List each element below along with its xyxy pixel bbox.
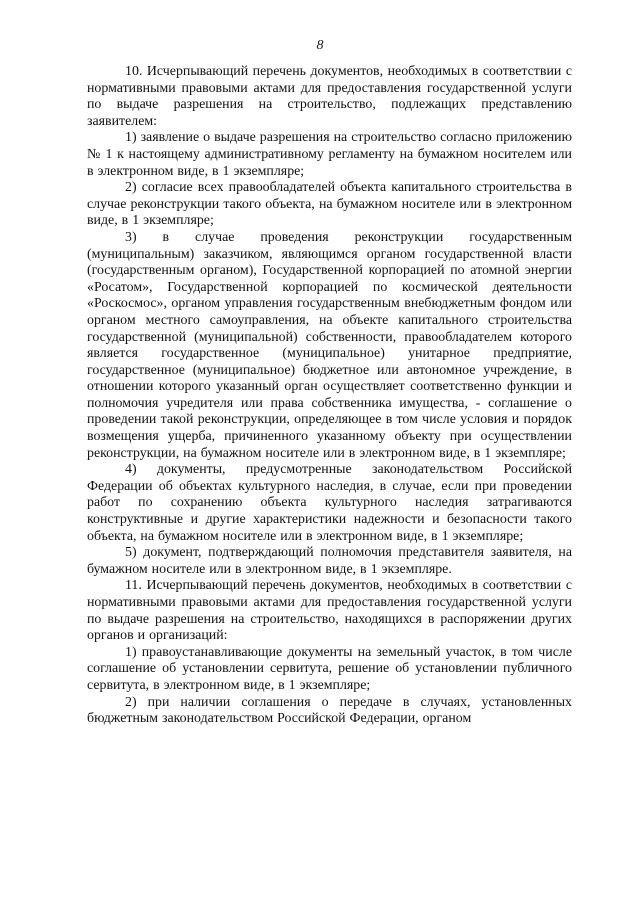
paragraph-10-intro: 10. Исчерпывающий перечень документов, необходимых в соответствии с нормативными правовыми актами для предоставления государственной услуги по выдаче разрешения на строительство, подлежащих представлению заявителем: <box>87 64 572 129</box>
page-number: 8 <box>316 38 324 53</box>
paragraph-11-intro: 11. Исчерпывающий перечень документов, необходимых в соответствии с нормативными правовыми актами для предоставления государственной услуги по выдаче разрешения на строительство, находящихся в распоряжении других органов и организаций: <box>87 578 572 644</box>
document-body <box>87 64 572 728</box>
paragraph-11-item-1: 1) правоустанавливающие документы на земельный участок, в том числе соглашение об установлении сервитута, решение об установлении публичного сервитута, в электронном виде, в 1 экземпляре; <box>87 644 572 693</box>
paragraph-10-item-3: 3) в случае проведения реконструкции государственным (муниципальным) заказчиком, являющимся органом государственной власти (государственным органом), Государственной корпорацией по атомной энергии «Росатом», Государственной корпорацией по космической деятельности «Роскосмос», органом управления государственным внебюджетным фондом или органом местного самоуправления, на объекте капитального строительства государственной (муниципальной) собственности, правообладателем которого является государственное (муниципальное) унитарное предприятие, государственное (муниципальное) бюджетное или автономное учреждение, в отношении которого указанный орган осуществляет соответственно функции и полномочия учредителя или права собственника имущества, - соглашение о проведении такой реконструкции, определяющее в том числе условия и порядок возмещения ущерба, причиненного указанному объекту при осуществлении реконструкции, на бумажном носителе или в электронном виде, в 1 экземпляре; <box>87 229 572 461</box>
paragraph-11-item-2: 2) при наличии соглашения о передаче в случаях, установленных бюджетным законодательством Российской Федерации, органом <box>87 694 572 727</box>
paragraph-10-item-2: 2) согласие всех правообладателей объекта капитального строительства в случае реконструкции такого объекта, на бумажном носителе или в электронном виде, в 1 экземпляре; <box>87 180 572 229</box>
paragraph-10-item-5: 5) документ, подтверждающий полномочия представителя заявителя, на бумажном носителе или в электронном виде, в 1 экземпляре. <box>87 545 572 577</box>
paragraph-10-item-4: 4) документы, предусмотренные законодательством Российской Федерации об объектах культурного наследия, в случае, если при проведении работ по сохранению объекта культурного наследия затрагиваются конструктивные и другие характеристики надежности и безопасности такого объекта, на бумажном носителе или в электронном виде, в 1 экземпляре; <box>87 462 572 544</box>
paragraph-10-item-1: 1) заявление о выдаче разрешения на строительство согласно приложению № 1 к настоящему административному регламенту на бумажном носителем или в электронном виде, в 1 экземпляре; <box>87 130 572 179</box>
